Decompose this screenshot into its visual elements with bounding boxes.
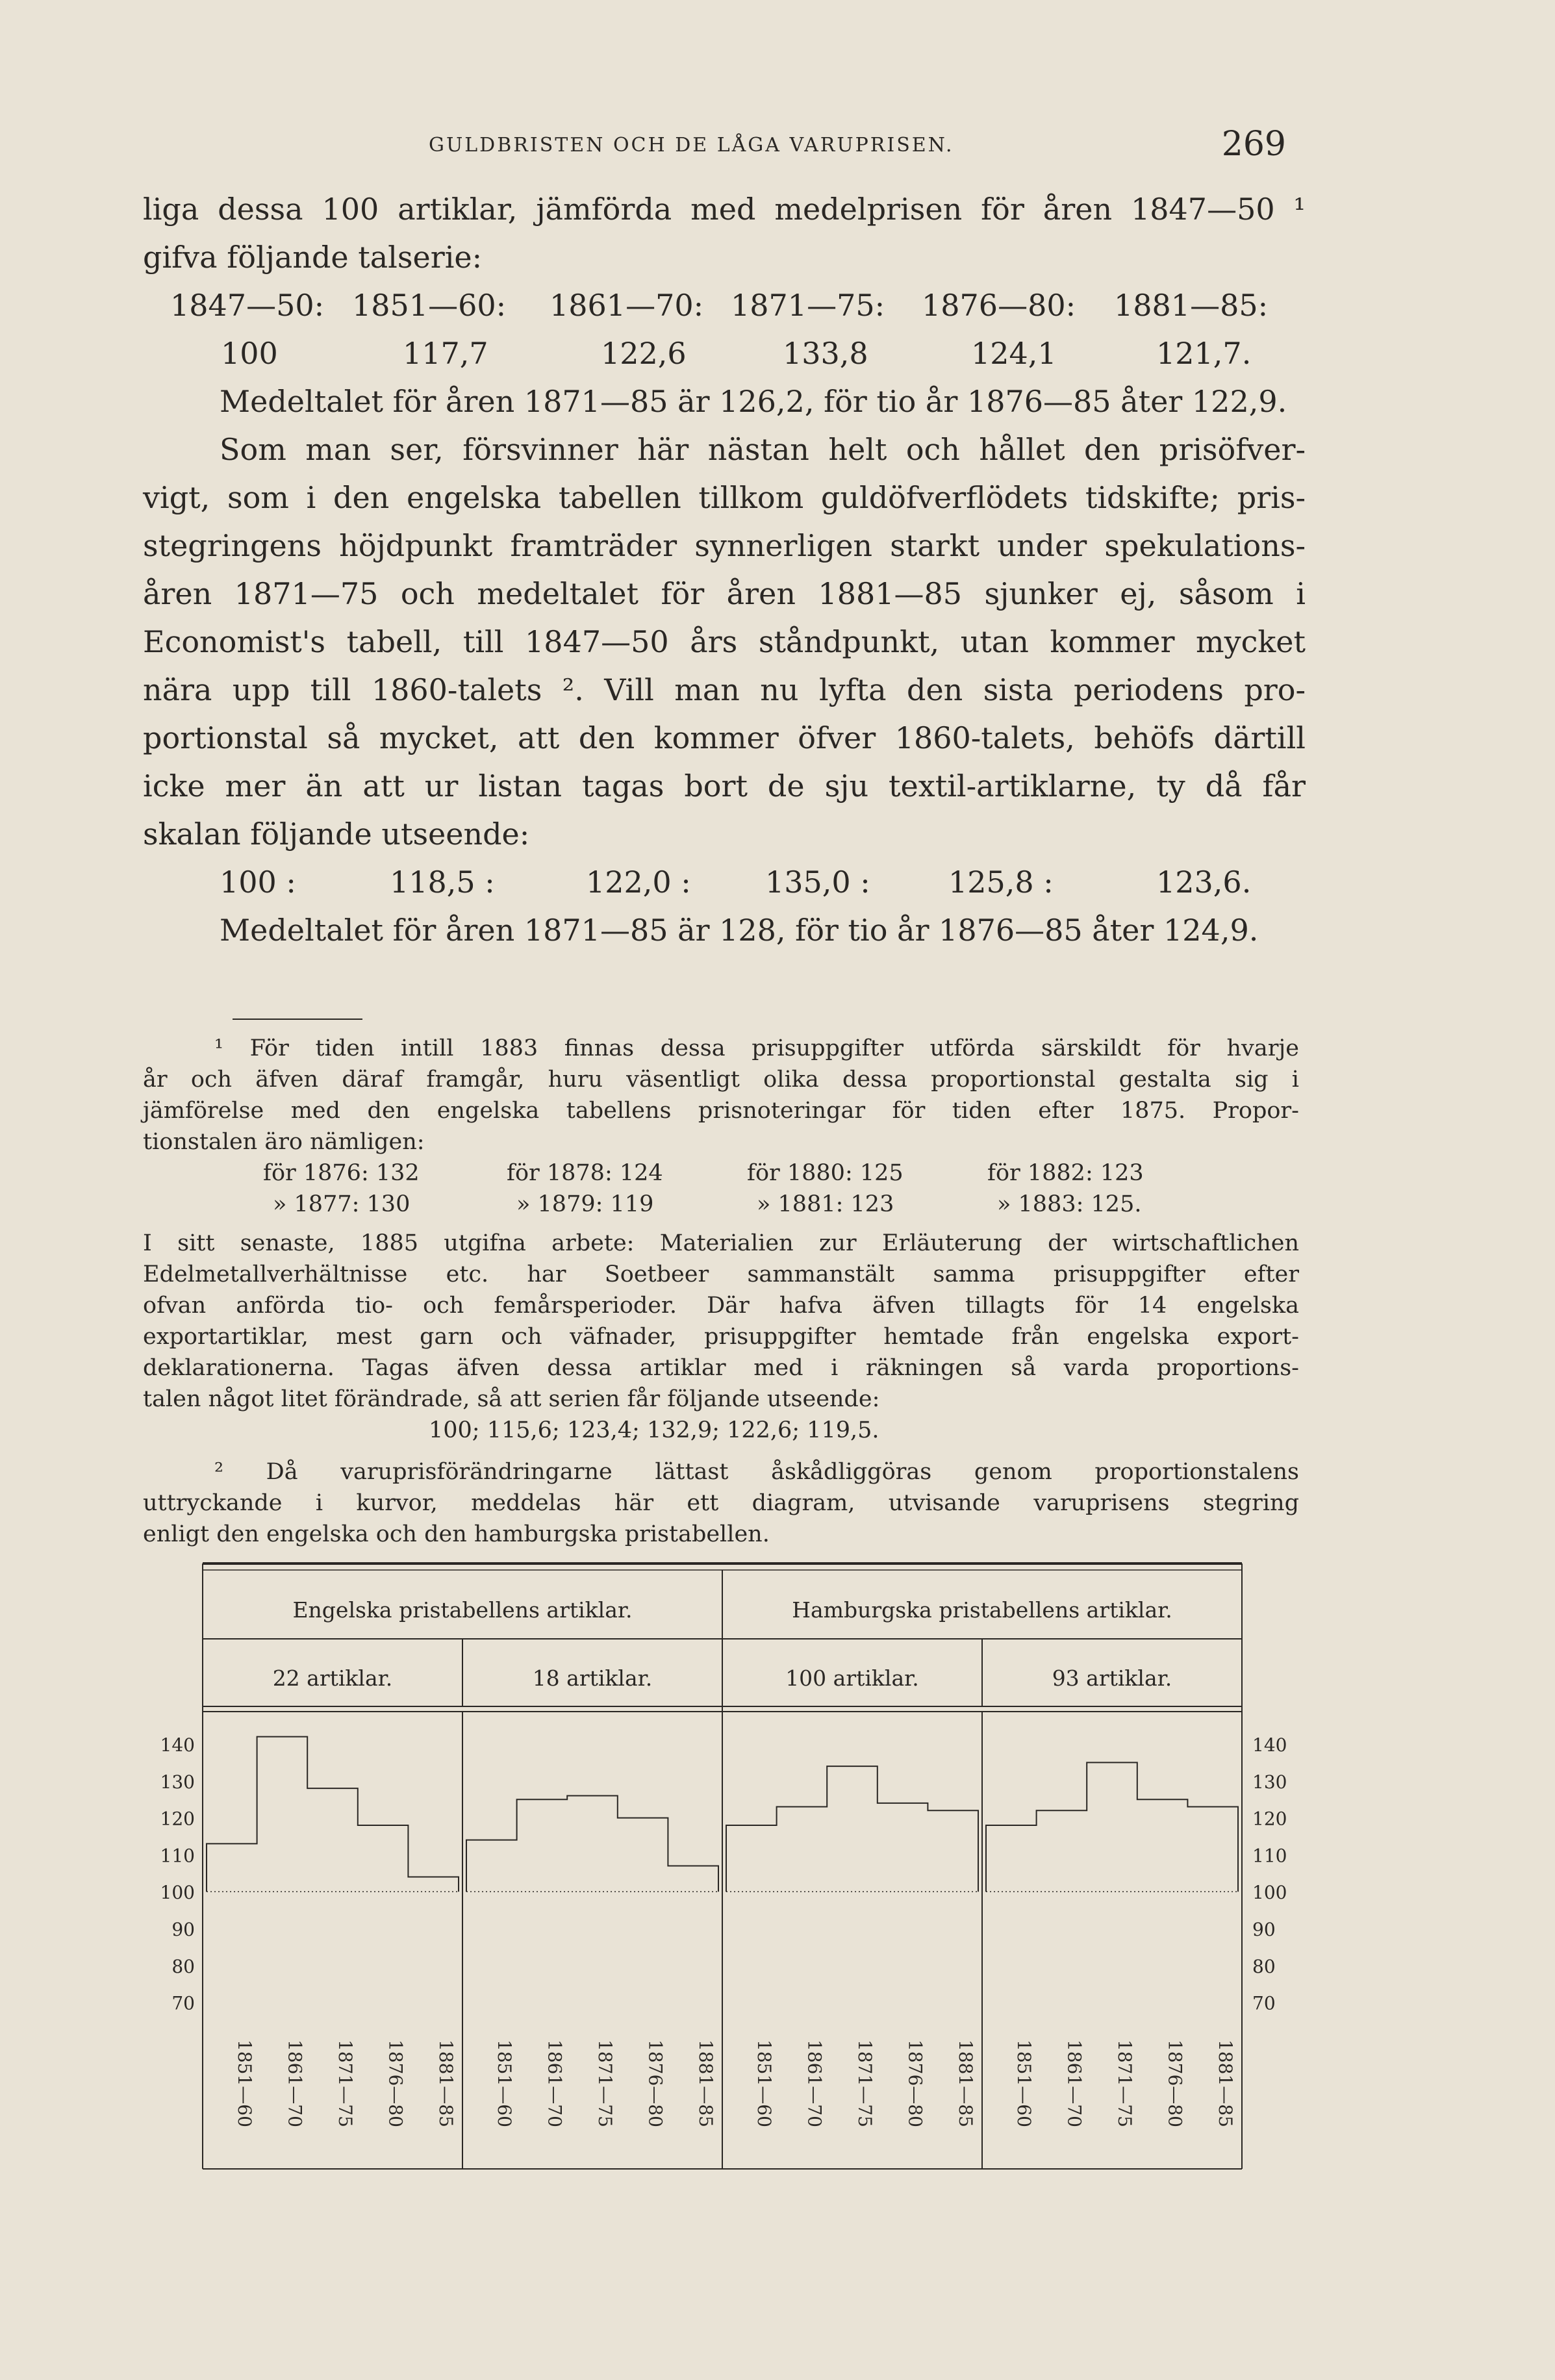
running-header (429, 125, 1286, 168)
footnote-table-row (143, 1158, 1299, 1189)
diagram-labels (160, 1597, 1287, 2127)
y-tick-label: 110 (160, 1845, 195, 1867)
footnote-cell: » 1881: 123 (757, 1191, 894, 1217)
year-cell: 1871—75: (731, 288, 885, 323)
footnote-line: uttryckande i kurvor, meddelas här ett diagram, utvisande varuprisens stegring (143, 1490, 1299, 1516)
x-tick-label: 1861—70 (1063, 2040, 1085, 2127)
footnote-cell: » 1877: 130 (273, 1191, 411, 1217)
x-tick-label: 1871—75 (335, 2040, 356, 2127)
footnote-line: Edelmetallverhältnisse etc. har Soetbeer sammanstält samma prisuppgifter efter (143, 1261, 1299, 1287)
x-tick-label: 1851—60 (1013, 2040, 1035, 2127)
panel-header: 100 artiklar. (785, 1665, 919, 1691)
value-cell: 133,8 (783, 336, 868, 371)
value-cell: 123,6. (1156, 865, 1252, 900)
y-tick-label: 100 (160, 1882, 195, 1904)
x-tick-label: 1851—60 (753, 2040, 775, 2127)
y-tick-label: 70 (171, 1992, 195, 2014)
x-tick-label: 1871—75 (1114, 2040, 1135, 2127)
value-cell: 121,7. (1156, 336, 1252, 371)
value-cell: 122,0 : (586, 865, 691, 900)
x-tick-label: 1871—75 (594, 2040, 616, 2127)
value-cell: 117,7 (403, 336, 488, 371)
year-cell: 1847—50: (170, 288, 325, 323)
diagram-frame (203, 1563, 1242, 2169)
x-tick-label: 1861—70 (544, 2040, 566, 2127)
x-tick-label: 1881—85 (955, 2040, 977, 2127)
text-line: icke mer än att ur listan tagas bort de sju textil-artiklarne, ty då får (143, 768, 1306, 804)
footnote-cell: för 1882: 123 (987, 1160, 1144, 1186)
x-tick-label: 1851—60 (233, 2040, 255, 2127)
footnote-line: talen något litet förändrade, så att serien får följande utseende: (143, 1386, 880, 1412)
footnote-cell: för 1878: 124 (507, 1160, 663, 1186)
footnote-table-row (143, 1189, 1299, 1220)
footnote-line: deklarationerna. Tagas äfven dessa artiklar med i räkningen så varda proportions- (143, 1355, 1299, 1381)
x-tick-label: 1861—70 (803, 2040, 826, 2127)
footnote-separator (233, 1019, 362, 1020)
y-tick-label-right: 130 (1252, 1771, 1287, 1793)
footnote-line: enligt den engelska och den hamburgska pristabellen. (143, 1521, 770, 1547)
footnote-line: jämförelse med den engelska tabellens prisnoteringar för tiden efter 1875. Propor- (143, 1098, 1299, 1124)
text-line: Medeltalet för åren 1871—85 är 128, för tio år 1876—85 åter 124,9. (220, 913, 1259, 948)
text-line: stegringens höjdpunkt framträder synnerligen starkt under spekulations- (143, 528, 1306, 563)
footnote-line: ¹ För tiden intill 1883 finnas dessa prisuppgifter utförda särskildt för hvarje (214, 1035, 1299, 1061)
price-diagram (130, 1556, 1299, 2173)
x-tick-label: 1871—75 (854, 2040, 876, 2127)
value-cell: 124,1 (971, 336, 1057, 371)
series-step-line (986, 1762, 1238, 1892)
value-cell: 135,0 : (765, 865, 870, 900)
series-step-line (726, 1766, 978, 1892)
text-line: åren 1871—75 och medeltalet för åren 1881—85 sjunker ej, såsom i (143, 576, 1306, 611)
text-line: vigt, som i den engelska tabellen tillkom guldöfverflödets tidskifte; pris- (143, 480, 1306, 515)
footnote-cell: » 1879: 119 (516, 1191, 654, 1217)
year-cell: 1861—70: (550, 288, 704, 323)
value-series-row (143, 861, 1306, 903)
year-cell: 1876—80: (922, 288, 1076, 323)
value-cell: 122,6 (601, 336, 687, 371)
y-tick-label-right: 80 (1252, 1955, 1276, 1977)
text-line: Medeltalet för åren 1871—85 är 126,2, för tio år 1876—85 åter 122,9. (220, 384, 1287, 419)
x-tick-label: 1861—70 (284, 2040, 306, 2127)
y-tick-label-right: 70 (1252, 1992, 1276, 2014)
series-step-line (207, 1737, 459, 1892)
value-cell: 118,5 : (390, 865, 495, 900)
text-line: liga dessa 100 artiklar, jämförda med medelprisen för åren 1847—50 ¹ (143, 192, 1306, 227)
footnote-series: 100; 115,6; 123,4; 132,9; 122,6; 119,5. (429, 1417, 879, 1443)
y-tick-label: 80 (171, 1955, 195, 1977)
text-line: nära upp till 1860-talets ². Vill man nu lyfta den sista periodens pro- (143, 672, 1306, 707)
x-tick-label: 1876—80 (644, 2040, 666, 2127)
series-step-line (466, 1796, 718, 1892)
footnote-line: I sitt senaste, 1885 utgifna arbete: Materialien zur Erläuterung der wirtschaftlichen (143, 1230, 1299, 1256)
footnote-line: år och äfven däraf framgår, huru väsentligt olika dessa proportionstal gestalta sig i (143, 1067, 1299, 1093)
footnote-cell: för 1876: 132 (263, 1160, 420, 1186)
footnote-line: ² Då varuprisförändringarne lättast åskådliggöras genom proportionstalens (214, 1459, 1299, 1485)
footnote-line: tionstalen äro nämligen: (143, 1129, 425, 1155)
value-cell: 100 : (220, 865, 296, 900)
running-title: GULDBRISTEN OCH DE LÅGA VARUPRISEN. (429, 134, 954, 157)
value-series-row (143, 333, 1306, 374)
x-tick-label: 1881—85 (1215, 2040, 1237, 2127)
year-series-row (143, 285, 1306, 326)
y-tick-label-right: 90 (1252, 1919, 1276, 1940)
y-tick-label-right: 120 (1252, 1808, 1287, 1830)
panel-header: 18 artiklar. (532, 1665, 653, 1691)
page-number: 269 (1221, 125, 1286, 164)
text-line: Som man ser, försvinner här nästan helt och hållet den prisöfver- (220, 432, 1306, 467)
y-tick-label-right: 140 (1252, 1734, 1287, 1756)
footnote-cell: för 1880: 125 (747, 1160, 904, 1186)
x-tick-label: 1876—80 (385, 2040, 407, 2127)
y-tick-label-right: 110 (1252, 1845, 1287, 1867)
y-tick-label: 90 (171, 1919, 195, 1940)
x-tick-label: 1881—85 (435, 2040, 457, 2127)
text-line: gifva följande talserie: (143, 240, 483, 275)
text-line: Economist's tabell, till 1847—50 års ståndpunkt, utan kommer mycket (143, 624, 1306, 659)
x-tick-label: 1876—80 (904, 2040, 926, 2127)
text-line: portionstal så mycket, att den kommer öfver 1860-talets, behöfs därtill (143, 720, 1306, 755)
text-line: skalan följande utseende: (143, 817, 530, 852)
panel-header: 22 artiklar. (272, 1665, 393, 1691)
panel-header: 93 artiklar. (1052, 1665, 1172, 1691)
year-cell: 1851—60: (352, 288, 507, 323)
value-cell: 125,8 : (948, 865, 1054, 900)
group-header: Engelska pristabellens artiklar. (292, 1597, 633, 1623)
value-cell: 100 (221, 336, 278, 371)
y-tick-label: 120 (160, 1808, 195, 1830)
x-tick-label: 1881—85 (695, 2040, 717, 2127)
y-tick-label-right: 100 (1252, 1882, 1287, 1904)
footnote-line: exportartiklar, mest garn och väfnader, prisuppgifter hemtade från engelska export- (143, 1324, 1299, 1350)
footnote-cell: » 1883: 125. (997, 1191, 1142, 1217)
x-tick-label: 1851—60 (493, 2040, 515, 2127)
x-tick-label: 1876—80 (1164, 2040, 1186, 2127)
group-header: Hamburgska pristabellens artiklar. (792, 1597, 1172, 1623)
footnote-line: ofvan anförda tio- och femårsperioder. Där hafva äfven tillagts för 14 engelska (143, 1293, 1299, 1319)
year-cell: 1881—85: (1114, 288, 1269, 323)
y-tick-label: 130 (160, 1771, 195, 1793)
y-tick-label: 140 (160, 1734, 195, 1756)
